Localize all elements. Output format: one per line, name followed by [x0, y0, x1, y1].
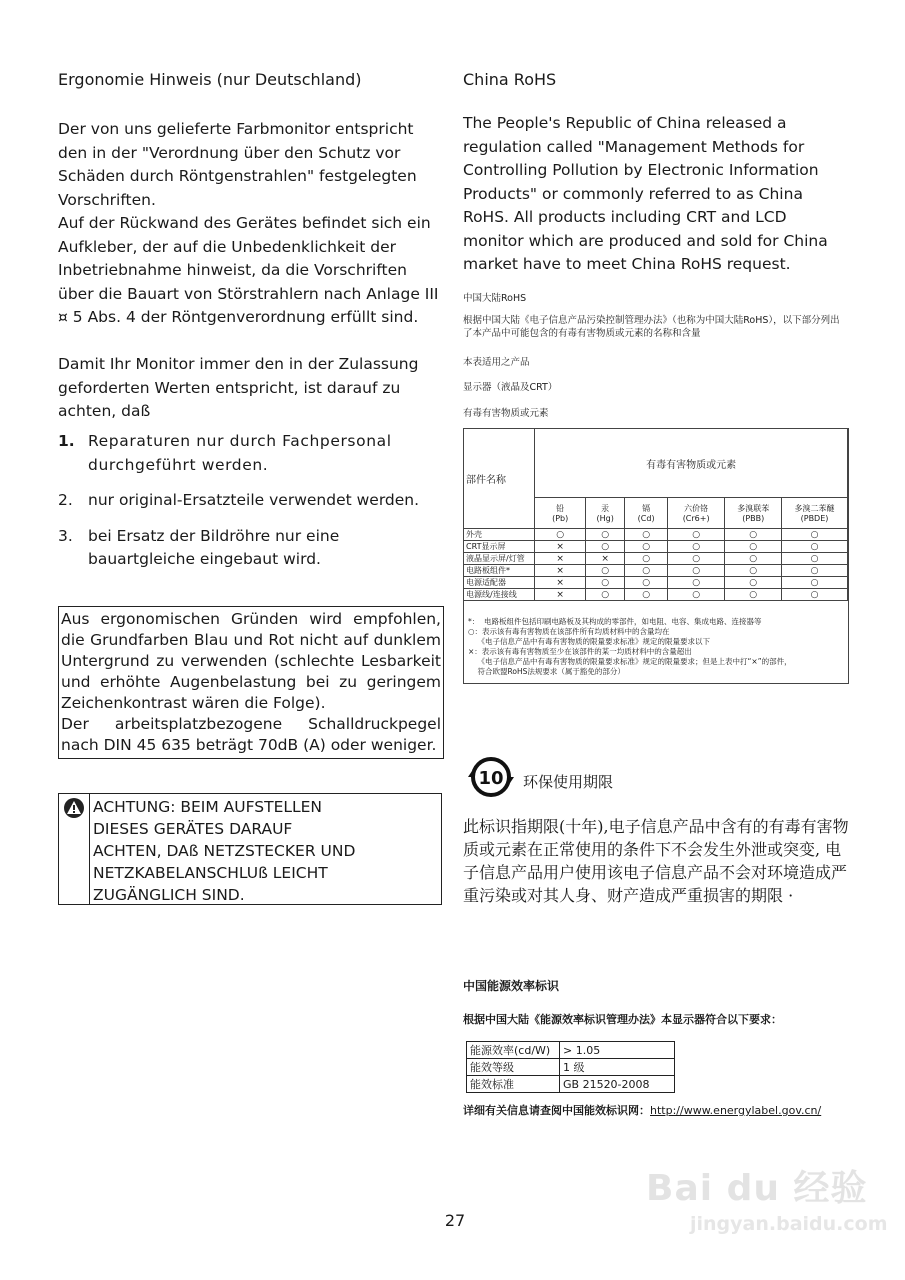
- table-row: [464, 553, 848, 565]
- page-number: 27: [444, 1211, 466, 1230]
- table-row: [464, 529, 848, 541]
- rohs-cn-substances: 有毒有害物质或元素: [463, 408, 549, 419]
- baidu-watermark-logo: Bai du 经验: [646, 1168, 868, 1209]
- energy-value: > 1.05: [560, 1042, 675, 1059]
- rohs-cell: ×: [535, 553, 586, 565]
- rohs-part-name: 液晶显示屏/灯管: [464, 553, 535, 565]
- rohs-cell: ×: [535, 541, 586, 553]
- rohs-cell: ○: [782, 541, 848, 553]
- rohs-cell: ○: [782, 577, 848, 589]
- baidu-watermark-url: jingyan.baidu.com: [690, 1213, 888, 1235]
- paragraph-3: Damit Ihr Monitor immer den in der Zulassung geforderten Werten entspricht, ist darauf zu achten, daß: [58, 355, 419, 420]
- rohs-cell: ○: [586, 589, 625, 601]
- noise-note-text: Der arbeitsplatzbezogene Schalldruckpegel nach DIN 45 635 beträgt 70dB (A) oder weniger.: [61, 715, 441, 754]
- rohs-cell: ○: [782, 565, 848, 577]
- rohs-cell: ○: [625, 541, 668, 553]
- rohs-cell: ○: [667, 589, 725, 601]
- rohs-cn-applicable: 本表适用之产品: [463, 357, 530, 368]
- rohs-cell: ○: [625, 577, 668, 589]
- section-title-china-rohs: China RoHS: [463, 70, 557, 89]
- epup-label: 环保使用期限: [523, 773, 614, 791]
- rohs-part-name: CRT显示屏: [464, 541, 535, 553]
- rohs-cell: ○: [725, 565, 782, 577]
- rohs-substance-header: 多溴二苯醚 (PBDE): [782, 498, 848, 529]
- epup-10-icon: [466, 755, 516, 799]
- list-text: Reparaturen nur durch Fachpersonal durchgeführt werden.: [88, 432, 392, 474]
- list-item: [58, 525, 442, 572]
- table-row: [467, 1076, 675, 1093]
- rohs-part-name: 电路板组件*: [464, 565, 535, 577]
- table-row: [464, 565, 848, 577]
- rohs-cell: ×: [535, 589, 586, 601]
- rohs-cell: ○: [586, 541, 625, 553]
- warning-icon-cell: [59, 794, 90, 904]
- rohs-cn-product: 显示器（液晶及CRT）: [463, 382, 558, 393]
- rohs-cell: ○: [667, 577, 725, 589]
- table-row: [467, 1059, 675, 1076]
- rohs-cell: ○: [625, 529, 668, 541]
- rohs-cell: ○: [725, 529, 782, 541]
- rohs-cell: ○: [725, 577, 782, 589]
- rohs-cell: ○: [667, 553, 725, 565]
- table-row: [464, 577, 848, 589]
- rohs-substance-header: 镉 (Cd): [625, 498, 668, 529]
- list-number: 3.: [58, 526, 73, 545]
- energy-more-label: 详细有关信息请查阅中国能效标识网：: [463, 1104, 650, 1117]
- rohs-cell: ×: [586, 553, 625, 565]
- rohs-cell: ○: [535, 529, 586, 541]
- rohs-cell: ○: [625, 565, 668, 577]
- list-item: [58, 430, 442, 477]
- energy-title: 中国能源效率标识: [463, 979, 560, 993]
- list-text: bei Ersatz der Bildröhre nur eine bauartgleiche eingebaut wird.: [88, 526, 340, 568]
- requirements-list: [58, 430, 442, 584]
- rohs-cell: ○: [782, 589, 848, 601]
- rohs-cell: ○: [782, 553, 848, 565]
- rohs-cell: ○: [725, 553, 782, 565]
- energy-key: 能效标准: [467, 1076, 560, 1093]
- energy-key: 能效等级: [467, 1059, 560, 1076]
- energy-more-info: [463, 1102, 821, 1118]
- rohs-substance-header: 汞 (Hg): [586, 498, 625, 529]
- rohs-cell: ○: [586, 565, 625, 577]
- rohs-part-name: 电源适配器: [464, 577, 535, 589]
- energy-value: 1 级: [560, 1059, 675, 1076]
- rohs-cell: ○: [586, 529, 625, 541]
- rohs-cell: ×: [535, 577, 586, 589]
- rohs-substance-header: 六价铬 (Cr6+): [667, 498, 725, 529]
- rohs-cell: ○: [667, 565, 725, 577]
- rohs-col-group: 有毒有害物质或元素: [535, 429, 848, 498]
- warning-box: [58, 793, 442, 905]
- table-row: [467, 1042, 675, 1059]
- list-number: 1.: [58, 432, 75, 450]
- section-title-ergonomie: Ergonomie Hinweis (nur Deutschland): [58, 70, 362, 89]
- rohs-cell: ○: [667, 541, 725, 553]
- rohs-notes: *： 电路板组件包括印刷电路板及其构成的零部件，如电阻、电容、集成电路、连接器等 ○：表示该有毒有害物质在该部件所有均质材料中的含量均在 《电子信息产品中有毒有害物质的限量要求标准》规定的限量要求以下 ×：表示该有毒有害物质至少在该部件的某一均质材料中的含量超出 《电子信息产品中有毒有害物质的限量要求标准》规定的限量要求；但是上表中打“×”的部件， 符合欧盟RoHS法规要求（属于豁免的部分）: [468, 617, 792, 676]
- rohs-cn-intro: 根据中国大陆《电子信息产品污染控制管理办法》（也称为中国大陆RoHS），以下部分列出了本产品中可能包含的有毒有害物质或元素的名称和含量: [463, 315, 840, 339]
- rohs-cell: ○: [725, 589, 782, 601]
- rohs-cn-title: 中国大陆RoHS: [463, 293, 527, 304]
- list-number: 2.: [58, 491, 73, 509]
- rohs-cell: ○: [782, 529, 848, 541]
- warning-icon: [63, 797, 85, 819]
- rohs-part-name: 外壳: [464, 529, 535, 541]
- list-item: [58, 489, 442, 513]
- ergonomic-note-text: Aus ergonomischen Gründen wird empfohlen, die Grundfarben Blau und Rot nicht auf dunklem Untergrund zu verwenden (schlechte Lesbarkeit und erhöhte Augenbelastung bei zu geringem Zeichenkontrast wären die Folge).: [61, 610, 441, 712]
- rohs-table: [463, 428, 848, 601]
- rohs-cell: ○: [625, 589, 668, 601]
- rohs-substance-header: 铅 (Pb): [535, 498, 586, 529]
- energy-intro: 根据中国大陆《能源效率标识管理办法》本显示器符合以下要求：: [463, 1013, 782, 1026]
- paragraph-2: Auf der Rückwand des Gerätes befindet sich ein Aufkleber, der auf die Unbedenklichkeit der Inbetriebnahme hinweist, da die Vorschriften über die Bauart von Störstrahlern nach Anlage III ¤ 5 Abs. 4 der Röntgenverordnung erfüllt sind.: [58, 214, 439, 326]
- rohs-table-frame: [463, 428, 849, 684]
- energy-link[interactable]: http://www.energylabel.gov.cn/: [650, 1104, 822, 1117]
- table-row: [464, 589, 848, 601]
- warning-text: ACHTUNG: BEIM AUFSTELLEN DIESES GERÄTES DARAUF ACHTEN, DAß NETZSTECKER UND NETZKABELANSCHLUß LEICHT ZUGÄNGLICH SIND.: [93, 798, 356, 904]
- paragraph-1: Der von uns gelieferte Farbmonitor entspricht den in der "Verordnung über den Schutz vor Schäden durch Röntgenstrahlen" festgelegten Vorschriften.: [58, 120, 417, 209]
- rohs-cell: ×: [535, 565, 586, 577]
- energy-key: 能源效率(cd/W): [467, 1042, 560, 1059]
- list-text: nur original-Ersatzteile verwendet werden.: [88, 491, 420, 509]
- energy-value: GB 21520-2008: [560, 1076, 675, 1093]
- table-row: [464, 541, 848, 553]
- ergonomic-note-box: [58, 606, 444, 759]
- rohs-substance-header: 多溴联苯 (PBB): [725, 498, 782, 529]
- rohs-col-part: 部件名称: [464, 429, 535, 529]
- rohs-cell: ○: [625, 553, 668, 565]
- energy-table: [466, 1041, 675, 1093]
- rohs-cell: ○: [667, 529, 725, 541]
- rohs-paragraph: The People's Republic of China released a regulation called "Management Methods for Controlling Pollution by Electronic Information Products" or commonly referred to as China RoHS. All products including CRT and LCD monitor which are produced and sold for China market have to meet China RoHS request.: [463, 114, 828, 273]
- rohs-cell: ○: [725, 541, 782, 553]
- epup-text: 此标识指期限(十年),电子信息产品中含有的有毒有害物质或元素在正常使用的条件下不会发生外泄或突变, 电子信息产品用户使用该电子信息产品不会对环境造成严重污染或对其人身、财产造成严重损害的期限 ·: [463, 817, 849, 905]
- epup-number: 10: [478, 768, 504, 789]
- rohs-part-name: 电源线/连接线: [464, 589, 535, 601]
- rohs-cell: ○: [586, 577, 625, 589]
